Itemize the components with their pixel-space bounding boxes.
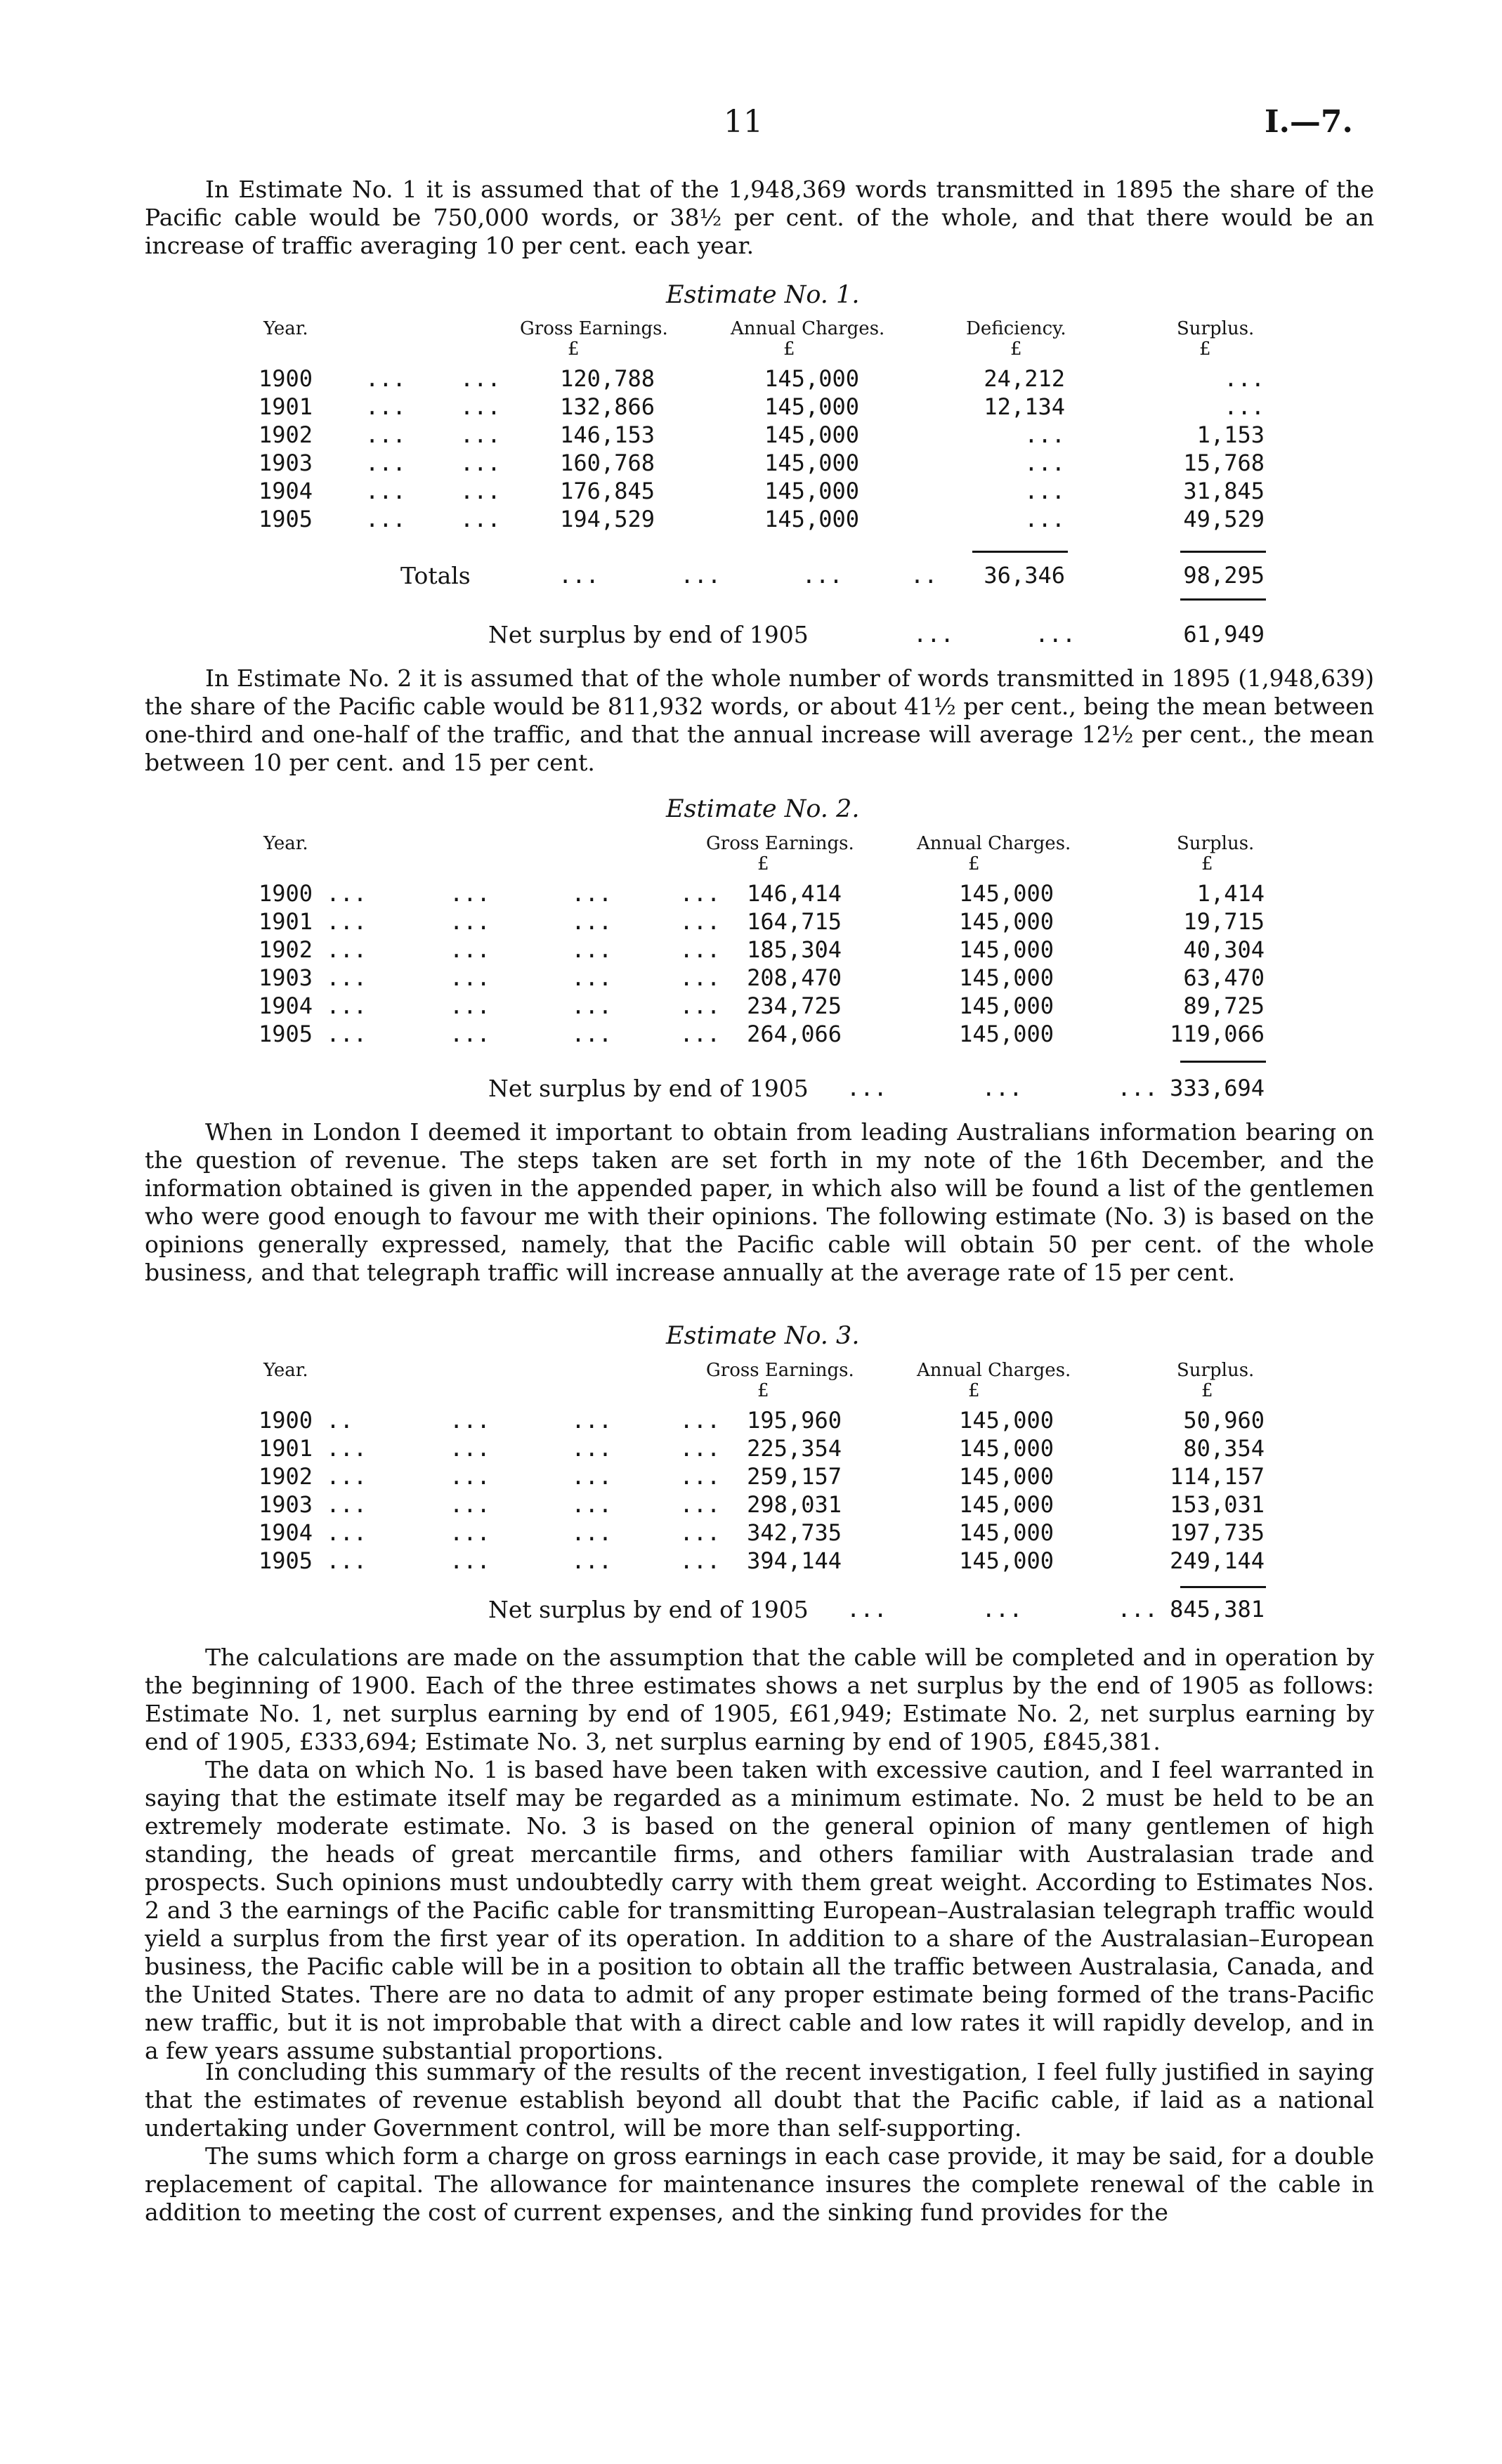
year-cell: 1902 ... (259, 936, 367, 963)
annual-charges-cell: 145,000 (959, 1463, 1054, 1490)
paragraph-data-basis: The data on which No. 1 is based have been taken with excessive caution, and I feel warranted in saying that the estimate itself may be regarded as a minimum estimate. No. 2 must be held to be an extremely moderate estimate. No. 3 is based on the general opinion of many gentlemen of high standing, the heads of great mercantile firms, and others familiar with Australasian trade and prospects. Such opinions must undoubtedly carry with them great weight. According to Estimates Nos. 2 and 3 the earnings of the Pacific cable for transmitting European–Australasian telegraph traffic would yield a surplus from the first year of its operation. In addition to a share of the Australasian–European business, the Pacific cable will be in a position to obtain all the traffic between Australasia, Canada, and the United States. There are no data to admit of any proper estimate being formed of the trans-Pacific new traffic, but it is not improbable that with a direct cable and low rates it will rapidly develop, and in a few years assume substantial proportions. (145, 1756, 1374, 2064)
column-header-year: Year. (263, 318, 308, 339)
leader-dots: ... ... ... (450, 1435, 721, 1462)
pound-sign: £ (968, 1380, 980, 1401)
surplus-cell: 80,354 (1183, 1435, 1265, 1462)
annual-charges-cell: 145,000 (959, 1435, 1054, 1462)
year-cell: 1900 (259, 365, 313, 392)
surplus-cell: 114,157 (1170, 1463, 1265, 1490)
surplus-cell: 153,031 (1170, 1491, 1265, 1518)
net-surplus-label: Net surplus by end of 1905 (488, 1596, 809, 1623)
annual-charges-cell: 145,000 (764, 393, 859, 420)
totals-rule (1180, 1586, 1266, 1588)
year-cell: 1901 (259, 393, 313, 420)
deficiency-cell: ... (1024, 478, 1065, 504)
surplus-cell: 197,735 (1170, 1519, 1265, 1546)
surplus-cell: 50,960 (1183, 1407, 1265, 1434)
estimate-3-caption: Estimate No. 3. (666, 1322, 860, 1350)
year-cell: 1903 ... (259, 964, 367, 991)
gross-earnings-cell: 132,866 (560, 393, 655, 420)
leader-dots: ... ... (365, 450, 501, 476)
surplus-cell: 89,725 (1183, 992, 1265, 1019)
net-surplus-value: 845,381 (1170, 1596, 1265, 1623)
totals-rule (1180, 551, 1266, 553)
column-header-surplus: Surplus. (1177, 318, 1255, 339)
gross-earnings-cell: 208,470 (747, 964, 842, 991)
estimate-2-caption: Estimate No. 2. (666, 795, 860, 823)
surplus-cell: ... (1224, 393, 1265, 420)
gross-earnings-cell: 160,768 (560, 450, 655, 476)
deficiency-cell: 24,212 (984, 365, 1065, 392)
column-header-year: Year. (263, 833, 308, 854)
leader-dots: ... ... ... (450, 1491, 721, 1518)
gross-earnings-cell: 264,066 (747, 1021, 842, 1047)
year-cell: 1901 ... (259, 908, 367, 935)
annual-charges-cell: 145,000 (959, 908, 1054, 935)
surplus-cell: 119,066 (1170, 1021, 1265, 1047)
page-number: 11 (724, 104, 763, 140)
year-cell: 1903 ... (259, 1491, 367, 1518)
pound-sign: £ (1201, 1380, 1213, 1401)
totals-rule (1180, 1061, 1266, 1063)
column-header-surplus: Surplus. (1177, 1360, 1255, 1381)
year-cell: 1900 ... (259, 880, 367, 907)
column-header-annual-charges: Annual Charges. (731, 318, 885, 339)
column-header-surplus: Surplus. (1177, 833, 1255, 854)
gross-earnings-cell: 194,529 (560, 506, 655, 532)
leader-dots: ... ... ... (450, 1021, 721, 1047)
column-header-annual-charges: Annual Charges. (917, 833, 1071, 854)
pound-sign: £ (783, 339, 795, 360)
paragraph-conclusion: In concluding this summary of the results of the recent investigation, I feel fully justified in saying that the estimates of revenue establish beyond all doubt that the Pacific cable, if laid as a national undertaking under Government control, will be more than self-supporting. (145, 2058, 1374, 2142)
leader-dots: ... ... ... (450, 1463, 721, 1490)
annual-charges-cell: 145,000 (959, 880, 1054, 907)
paragraph-london-inquiry: When in London I deemed it important to obtain from leading Australians information bearing on the question of revenue. The steps taken are set forth in my note of the 16th December, and the information obtained is given in the appended paper, in which also will be found a list of the gentlemen who were good enough to favour me with their opinions. The following estimate (No. 3) is based on the opinions generally expressed, namely, that the Pacific cable will obtain 50 per cent. of the whole business, and that telegraph traffic will increase annually at the average rate of 15 per cent. (145, 1118, 1374, 1286)
deficiency-cell: ... (1024, 450, 1065, 476)
annual-charges-cell: 145,000 (959, 992, 1054, 1019)
leader-dots: ... ... ... (450, 992, 721, 1019)
surplus-cell: 40,304 (1183, 936, 1265, 963)
year-cell: 1904 ... (259, 992, 367, 1019)
leader-dots: ... ... (365, 365, 501, 392)
pound-sign: £ (1199, 339, 1211, 360)
annual-charges-cell: 145,000 (959, 1021, 1054, 1047)
gross-earnings-cell: 146,153 (560, 421, 655, 448)
gross-earnings-cell: 234,725 (747, 992, 842, 1019)
year-cell: 1905 ... (259, 1021, 367, 1047)
surplus-cell: 1,153 (1196, 421, 1265, 448)
paragraph-calculations-summary: The calculations are made on the assumption that the cable will be completed and in operation by the beginning of 1900. Each of the three estimates shows a net surplus by the end of 1905 as follows: Estimate No. 1, net surplus earning by end of 1905, £61,949; Estimate No. 2, net surplus earning by end of 1905, £333,694; Estimate No. 3, net surplus earning by end of 1905, £845,381. (145, 1644, 1374, 1755)
column-header-gross-earnings: Gross Earnings. (706, 833, 854, 854)
annual-charges-cell: 145,000 (959, 1491, 1054, 1518)
net-surplus-value: 333,694 (1170, 1075, 1265, 1101)
gross-earnings-cell: 120,788 (560, 365, 655, 392)
annual-charges-cell: 145,000 (764, 506, 859, 532)
leader-dots: ... ... ... (450, 908, 721, 935)
surplus-cell: 249,144 (1170, 1547, 1265, 1574)
totals-surplus: 98,295 (1183, 562, 1265, 589)
pound-sign: £ (757, 853, 769, 874)
leader-dots: ... ... (365, 506, 501, 532)
paragraph-estimate-2-intro: In Estimate No. 2 it is assumed that of the whole number of words transmitted in 1895 (1,948,639) the share of the Pacific cable would be 811,932 words, or about 41½ per cent., being the mean between one-third and one-half of the traffic, and that the annual increase will average 12½ per cent., the mean between 10 per cent. and 15 per cent. (145, 664, 1374, 776)
leader-dots: ... ... (365, 421, 501, 448)
pound-sign: £ (1010, 339, 1022, 360)
pound-sign: £ (757, 1380, 769, 1401)
totals-label: Totals (400, 562, 471, 589)
gross-earnings-cell: 259,157 (747, 1463, 842, 1490)
column-header-year: Year. (263, 1360, 308, 1381)
deficiency-cell: ... (1024, 506, 1065, 532)
surplus-cell: 49,529 (1183, 506, 1265, 532)
deficiency-cell: ... (1024, 421, 1065, 448)
annual-charges-cell: 145,000 (959, 1547, 1054, 1574)
gross-earnings-cell: 195,960 (747, 1407, 842, 1434)
gross-earnings-cell: 298,031 (747, 1491, 842, 1518)
gross-earnings-cell: 394,144 (747, 1547, 842, 1574)
leader-dots: ... ... ... (450, 964, 721, 991)
annual-charges-cell: 145,000 (959, 964, 1054, 991)
gross-earnings-cell: 185,304 (747, 936, 842, 963)
year-cell: 1900 .. (259, 1407, 353, 1434)
leader-dots: ... ... ... (450, 1547, 721, 1574)
leader-dots: ... ... ... (450, 1407, 721, 1434)
annual-charges-cell: 145,000 (959, 936, 1054, 963)
deficiency-cell: 12,134 (984, 393, 1065, 420)
leader-dots: ... ... (365, 478, 501, 504)
annual-charges-cell: 145,000 (959, 1407, 1054, 1434)
net-surplus-label: Net surplus by end of 1905 (488, 621, 809, 648)
column-header-annual-charges: Annual Charges. (917, 1360, 1071, 1381)
year-cell: 1905 ... (259, 1547, 367, 1574)
annual-charges-cell: 145,000 (764, 365, 859, 392)
leader-dots: ... ... ... (450, 1519, 721, 1546)
year-cell: 1903 (259, 450, 313, 476)
annual-charges-cell: 145,000 (764, 478, 859, 504)
gross-earnings-cell: 164,715 (747, 908, 842, 935)
totals-rule (1180, 598, 1266, 601)
leader-dots: ... ... ... (450, 936, 721, 963)
annual-charges-cell: 145,000 (764, 450, 859, 476)
column-header-gross-earnings: Gross Earnings. (706, 1360, 854, 1381)
leader-dots: ... ... ... (847, 1596, 1158, 1623)
leader-dots: ... ... (913, 621, 1076, 648)
year-cell: 1904 (259, 478, 313, 504)
gross-earnings-cell: 342,735 (747, 1519, 842, 1546)
pound-sign: £ (1201, 853, 1213, 874)
leader-dots: ... ... ... (450, 880, 721, 907)
annual-charges-cell: 145,000 (959, 1519, 1054, 1546)
year-cell: 1904 ... (259, 1519, 367, 1546)
paragraph-estimate-1-intro: In Estimate No. 1 it is assumed that of the 1,948,369 words transmitted in 1895 the share of the Pacific cable would be 750,000 words, or 38½ per cent. of the whole, and that there would be an increase of traffic averaging 10 per cent. each year. (145, 176, 1374, 259)
totals-rule (972, 551, 1068, 553)
surplus-cell: 1,414 (1196, 880, 1265, 907)
year-cell: 1901 ... (259, 1435, 367, 1462)
net-surplus-label: Net surplus by end of 1905 (488, 1075, 809, 1102)
leader-dots: ... ... ... (847, 1075, 1158, 1101)
surplus-cell: 63,470 (1183, 964, 1265, 991)
document-reference: I.—7. (1265, 104, 1353, 140)
gross-earnings-cell: 225,354 (747, 1435, 842, 1462)
column-header-deficiency: Deficiency. (966, 318, 1066, 339)
totals-deficiency: 36,346 (984, 562, 1065, 589)
estimate-1-caption: Estimate No. 1. (666, 281, 860, 309)
pound-sign: £ (968, 853, 980, 874)
leader-dots: ... ... (365, 393, 501, 420)
annual-charges-cell: 145,000 (764, 421, 859, 448)
surplus-cell: 19,715 (1183, 908, 1265, 935)
column-header-gross-earnings: Gross Earnings. (520, 318, 668, 339)
year-cell: 1902 (259, 421, 313, 448)
pound-sign: £ (568, 339, 580, 360)
gross-earnings-cell: 146,414 (747, 880, 842, 907)
gross-earnings-cell: 176,845 (560, 478, 655, 504)
net-surplus-value: 61,949 (1183, 621, 1265, 648)
surplus-cell: ... (1224, 365, 1265, 392)
surplus-cell: 31,845 (1183, 478, 1265, 504)
year-cell: 1905 (259, 506, 313, 532)
year-cell: 1902 ... (259, 1463, 367, 1490)
paragraph-capital-replacement: The sums which form a charge on gross earnings in each case provide, it may be said, for a double replacement of capital. The allowance for maintenance insures the complete renewal of the cable in addition to meeting the cost of current expenses, and the sinking fund provides for the (145, 2142, 1374, 2226)
surplus-cell: 15,768 (1183, 450, 1265, 476)
leader-dots: ... ... ... .. (559, 562, 938, 589)
